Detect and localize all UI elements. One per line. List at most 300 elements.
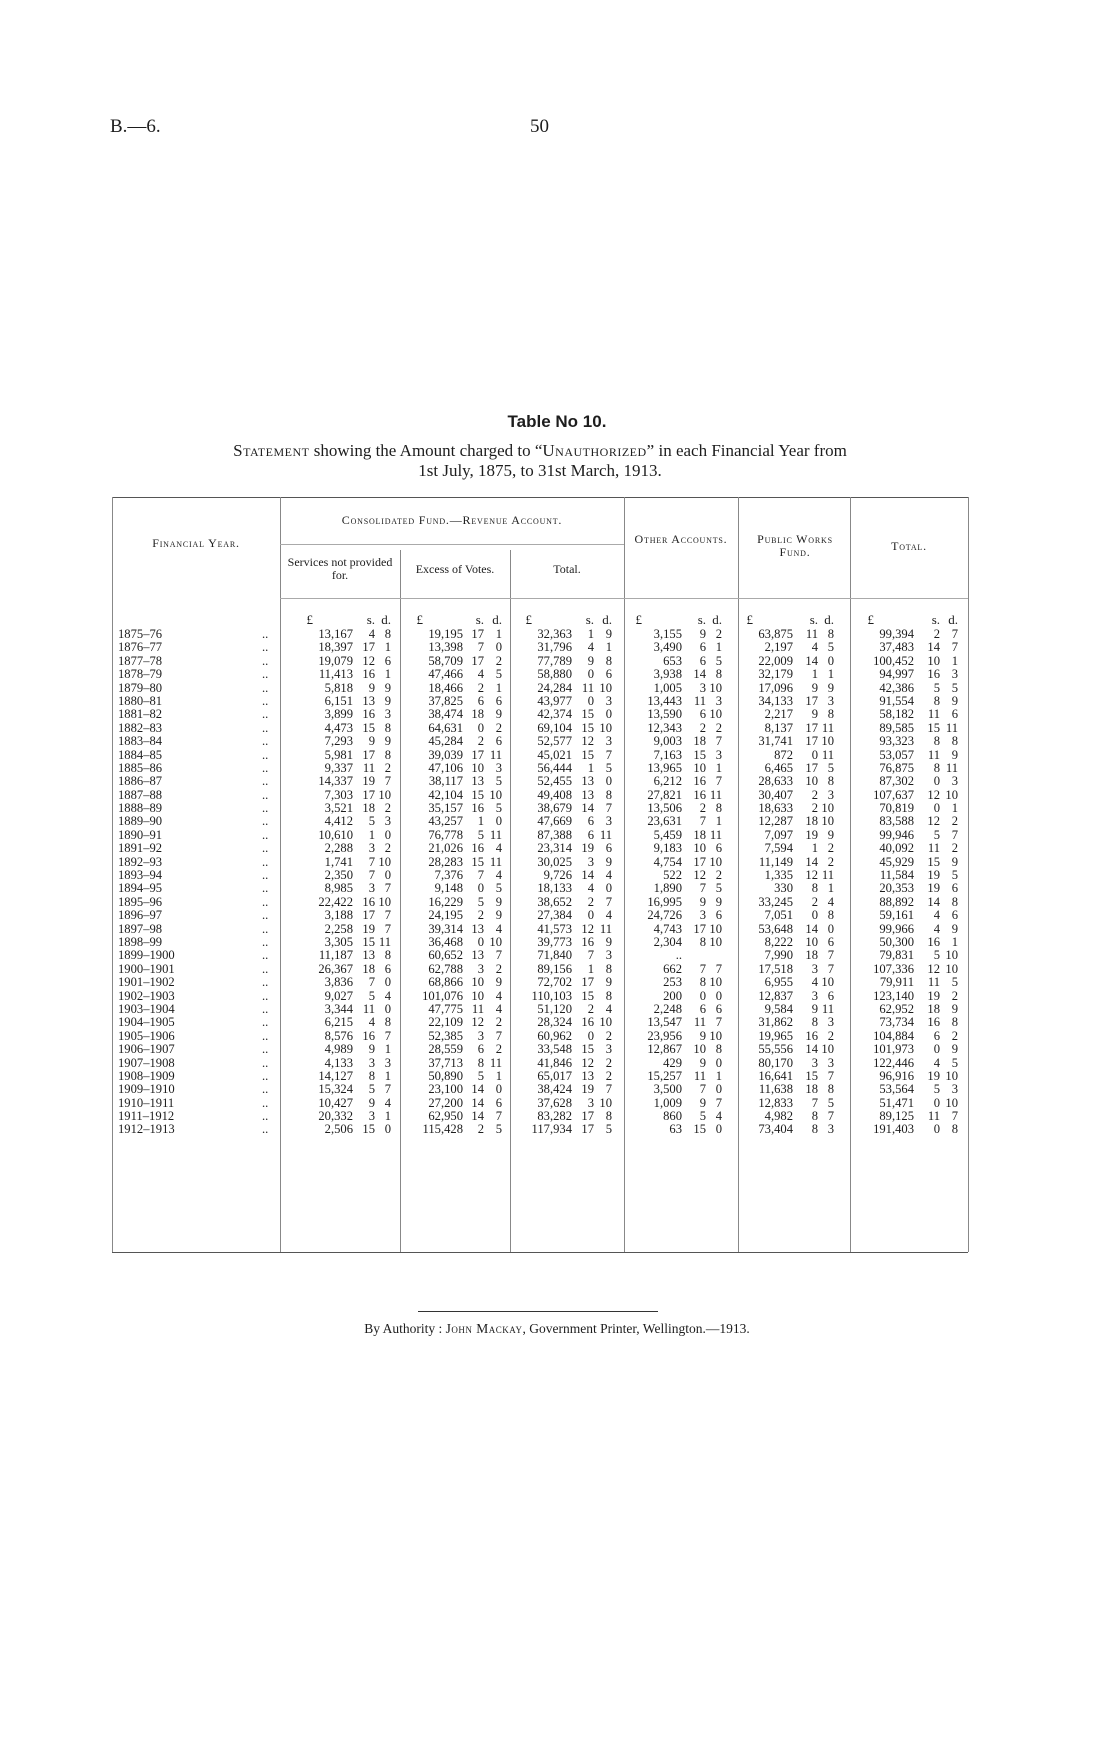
table-row bbox=[112, 1057, 968, 1070]
shillings-cell: 16 bbox=[581, 934, 594, 949]
pence-cell: 2 bbox=[715, 720, 722, 735]
financial-year-cell: 1910–1911 bbox=[118, 1095, 175, 1110]
pounds-cell: 73,404 bbox=[758, 1122, 793, 1137]
shillings-cell: 2 bbox=[699, 720, 706, 735]
shillings-cell: 4 bbox=[933, 908, 940, 923]
table-row bbox=[112, 735, 968, 748]
shillings-cell: 1 bbox=[587, 760, 594, 775]
shillings-cell: 7 bbox=[811, 1095, 818, 1110]
pence-cell: 2 bbox=[495, 1042, 502, 1057]
table-row bbox=[112, 936, 968, 949]
pence-cell: 0 bbox=[384, 975, 391, 990]
shillings-unit: s. bbox=[475, 612, 484, 627]
pounds-cell: 47,775 bbox=[428, 1001, 463, 1016]
table-row bbox=[112, 949, 968, 962]
shillings-cell: 15 bbox=[927, 720, 940, 735]
shillings-cell: 12 bbox=[471, 1015, 484, 1030]
shillings-cell: 12 bbox=[693, 868, 706, 883]
pence-cell: 0 bbox=[827, 653, 834, 668]
pence-cell: 10 bbox=[821, 1042, 834, 1057]
pence-cell: 7 bbox=[384, 921, 391, 936]
pounds-cell: 27,200 bbox=[428, 1095, 463, 1110]
pence-cell: 2 bbox=[951, 988, 958, 1003]
pence-cell: 5 bbox=[951, 680, 958, 695]
pence-cell: 4 bbox=[495, 988, 502, 1003]
pence-cell: 10 bbox=[821, 801, 834, 816]
pounds-cell: 63,875 bbox=[758, 627, 793, 641]
financial-year-cell: 1898–99 bbox=[118, 934, 163, 949]
pence-cell: 8 bbox=[951, 734, 958, 749]
pounds-cell: 51,120 bbox=[537, 1001, 572, 1016]
pence-cell: 5 bbox=[827, 760, 834, 775]
pence-cell: 8 bbox=[951, 1122, 958, 1137]
shillings-cell: 3 bbox=[368, 1109, 375, 1124]
shillings-cell: 15 bbox=[581, 707, 594, 722]
pounds-cell: 94,997 bbox=[879, 667, 914, 682]
pounds-cell: 16,229 bbox=[428, 894, 463, 909]
shillings-cell: 14 bbox=[471, 1095, 484, 1110]
shillings-cell: 13 bbox=[471, 921, 484, 936]
shillings-cell: 17 bbox=[581, 1122, 594, 1137]
pence-cell: 11 bbox=[709, 787, 722, 802]
shillings-cell: 14 bbox=[805, 1042, 818, 1057]
pounds-cell: 3,155 bbox=[653, 627, 682, 641]
pence-cell: 3 bbox=[951, 1082, 958, 1097]
pounds-cell: 2,350 bbox=[324, 868, 353, 883]
pounds-cell: 76,778 bbox=[428, 827, 463, 842]
pence-cell: 9 bbox=[827, 680, 834, 695]
pence-cell: 7 bbox=[384, 881, 391, 896]
pence-cell: 9 bbox=[495, 894, 502, 909]
shillings-cell: 3 bbox=[368, 881, 375, 896]
pence-cell: 10 bbox=[945, 948, 958, 963]
pounds-cell: 43,977 bbox=[537, 693, 572, 708]
shillings-cell: 10 bbox=[693, 760, 706, 775]
pence-cell: 3 bbox=[827, 693, 834, 708]
pence-cell: 3 bbox=[605, 948, 612, 963]
pence-cell: 9 bbox=[495, 908, 502, 923]
shillings-cell: 12 bbox=[927, 787, 940, 802]
pounds-cell: 3,490 bbox=[653, 640, 682, 655]
table-row bbox=[112, 963, 968, 976]
pounds-cell: 19,195 bbox=[428, 627, 463, 641]
statement-caption bbox=[110, 441, 970, 481]
pounds-cell: 53,648 bbox=[758, 921, 793, 936]
pence-cell: 6 bbox=[715, 908, 722, 923]
shillings-cell: 5 bbox=[933, 948, 940, 963]
pence-cell: 1 bbox=[495, 1068, 502, 1083]
pence-cell: 7 bbox=[715, 774, 722, 789]
shillings-cell: 3 bbox=[587, 1095, 594, 1110]
pence-cell: 9 bbox=[951, 693, 958, 708]
shillings-cell: 10 bbox=[805, 774, 818, 789]
pence-cell: 9 bbox=[605, 627, 612, 641]
pence-cell: 9 bbox=[495, 707, 502, 722]
financial-year-cell: 1892–93 bbox=[118, 854, 163, 869]
pound-sign: £ bbox=[416, 612, 423, 627]
pence-cell: 8 bbox=[715, 1042, 722, 1057]
leader-dots: .. bbox=[262, 908, 269, 923]
pence-cell: 5 bbox=[951, 1055, 958, 1070]
shillings-cell: 15 bbox=[362, 1122, 375, 1137]
shillings-cell: 6 bbox=[699, 707, 706, 722]
shillings-cell: 8 bbox=[811, 881, 818, 896]
table-bottom-rule bbox=[112, 1252, 968, 1253]
pounds-cell: 37,483 bbox=[879, 640, 914, 655]
shillings-cell: 2 bbox=[477, 908, 484, 923]
pence-cell: 9 bbox=[605, 975, 612, 990]
pounds-cell: 522 bbox=[663, 868, 682, 883]
leader-dots: .. bbox=[262, 827, 269, 842]
table-row bbox=[112, 896, 968, 909]
pence-cell: 2 bbox=[495, 653, 502, 668]
pence-cell: 10 bbox=[709, 1028, 722, 1043]
pounds-cell: 4,473 bbox=[324, 720, 353, 735]
financial-year-cell: 1912–1913 bbox=[118, 1122, 175, 1137]
shillings-cell: 14 bbox=[805, 854, 818, 869]
pounds-cell: 45,929 bbox=[879, 854, 914, 869]
shillings-cell: 17 bbox=[471, 747, 484, 762]
pence-cell: 9 bbox=[384, 680, 391, 695]
pence-cell: 4 bbox=[384, 988, 391, 1003]
pence-cell: 1 bbox=[384, 1068, 391, 1083]
shillings-unit: s. bbox=[697, 612, 706, 627]
shillings-cell: 6 bbox=[587, 827, 594, 842]
pounds-cell: 2,288 bbox=[324, 841, 353, 856]
pounds-cell: 28,633 bbox=[758, 774, 793, 789]
pounds-cell: 16,995 bbox=[647, 894, 682, 909]
leader-dots: .. bbox=[262, 667, 269, 682]
shillings-cell: 17 bbox=[362, 640, 375, 655]
pounds-cell: 83,282 bbox=[537, 1109, 572, 1124]
pounds-cell: 18,397 bbox=[318, 640, 353, 655]
shillings-cell: 15 bbox=[471, 787, 484, 802]
pounds-cell: 13,506 bbox=[647, 801, 682, 816]
page-reference: B.—6. bbox=[110, 116, 161, 137]
pounds-cell: 62,950 bbox=[428, 1109, 463, 1124]
shillings-cell: 7 bbox=[699, 1082, 706, 1097]
shillings-cell: 16 bbox=[362, 894, 375, 909]
pounds-cell: 3,899 bbox=[324, 707, 353, 722]
leader-dots: .. bbox=[262, 720, 269, 735]
table-row bbox=[112, 1070, 968, 1083]
shillings-cell: 4 bbox=[368, 1015, 375, 1030]
shillings-cell: 9 bbox=[811, 1001, 818, 1016]
leader-dots: .. bbox=[262, 868, 269, 883]
pence-cell: 0 bbox=[384, 868, 391, 883]
pounds-cell: 122,446 bbox=[873, 1055, 914, 1070]
pounds-cell: 17,518 bbox=[758, 961, 793, 976]
pounds-cell: 22,009 bbox=[758, 653, 793, 668]
pence-cell: 1 bbox=[715, 814, 722, 829]
shillings-cell: 16 bbox=[693, 774, 706, 789]
pence-cell: 7 bbox=[495, 1109, 502, 1124]
financial-year-cell: 1883–84 bbox=[118, 734, 163, 749]
shillings-cell: 9 bbox=[587, 653, 594, 668]
pence-cell: 5 bbox=[605, 1122, 612, 1137]
pounds-cell: 2,258 bbox=[324, 921, 353, 936]
pounds-cell: 62,788 bbox=[428, 961, 463, 976]
pounds-cell: 79,831 bbox=[879, 948, 914, 963]
pounds-cell: 83,588 bbox=[879, 814, 914, 829]
pounds-cell: 37,628 bbox=[537, 1095, 572, 1110]
pounds-cell: 12,837 bbox=[758, 988, 793, 1003]
shillings-cell: 9 bbox=[699, 1095, 706, 1110]
pence-cell: 8 bbox=[384, 747, 391, 762]
imprint-printer-rest: , Government Printer, Wellington.—1913. bbox=[522, 1321, 750, 1336]
pence-cell: 7 bbox=[715, 961, 722, 976]
pounds-cell: 56,444 bbox=[537, 760, 572, 775]
pounds-cell: 69,104 bbox=[537, 720, 572, 735]
pence-cell: 7 bbox=[384, 1082, 391, 1097]
pence-cell: 5 bbox=[495, 667, 502, 682]
pence-cell: 7 bbox=[827, 948, 834, 963]
financial-year-cell: 1902–1903 bbox=[118, 988, 175, 1003]
shillings-cell: 17 bbox=[362, 908, 375, 923]
pence-cell: 2 bbox=[384, 760, 391, 775]
header-excess-of-votes: Excess of Votes. bbox=[415, 562, 495, 576]
pounds-cell: 72,702 bbox=[537, 975, 572, 990]
financial-year-cell: 1908–1909 bbox=[118, 1068, 175, 1083]
pence-cell: 2 bbox=[827, 1028, 834, 1043]
pence-cell: 8 bbox=[827, 707, 834, 722]
table-row bbox=[112, 1083, 968, 1096]
pounds-cell: 8,137 bbox=[764, 720, 793, 735]
pounds-cell: 99,966 bbox=[879, 921, 914, 936]
shillings-cell: 17 bbox=[362, 747, 375, 762]
pounds-cell: 42,104 bbox=[428, 787, 463, 802]
pounds-cell: 7,990 bbox=[764, 948, 793, 963]
pounds-cell: 3,344 bbox=[324, 1001, 353, 1016]
table-right-rule bbox=[968, 497, 969, 1252]
pence-cell: 4 bbox=[605, 908, 612, 923]
table-body bbox=[112, 628, 968, 1137]
pence-cell: 4 bbox=[495, 868, 502, 883]
pence-cell: 8 bbox=[384, 1015, 391, 1030]
shillings-cell: 13 bbox=[471, 774, 484, 789]
leader-dots: .. bbox=[262, 1095, 269, 1110]
pounds-cell: 6,151 bbox=[324, 693, 353, 708]
pence-cell: 6 bbox=[715, 841, 722, 856]
shillings-cell: 4 bbox=[811, 640, 818, 655]
table-row bbox=[112, 1030, 968, 1043]
shillings-cell: 11 bbox=[693, 1015, 706, 1030]
pence-cell: 11 bbox=[821, 747, 834, 762]
pence-cell: 1 bbox=[715, 640, 722, 655]
leader-dots: .. bbox=[262, 801, 269, 816]
pounds-cell: 4,989 bbox=[324, 1042, 353, 1057]
shillings-cell: 8 bbox=[699, 975, 706, 990]
pence-cell: 7 bbox=[384, 774, 391, 789]
pounds-cell: 12,287 bbox=[758, 814, 793, 829]
pound-sign: £ bbox=[525, 612, 532, 627]
shillings-cell: 2 bbox=[477, 734, 484, 749]
shillings-cell: 14 bbox=[471, 1082, 484, 1097]
pence-cell: 10 bbox=[599, 720, 612, 735]
shillings-cell: 19 bbox=[927, 881, 940, 896]
shillings-cell: 16 bbox=[805, 1028, 818, 1043]
leader-dots: .. bbox=[262, 934, 269, 949]
pounds-cell: 18,633 bbox=[758, 801, 793, 816]
leader-dots: .. bbox=[262, 1015, 269, 1030]
pounds-cell: 31,741 bbox=[758, 734, 793, 749]
shillings-cell: 17 bbox=[581, 975, 594, 990]
pence-cell: 9 bbox=[605, 934, 612, 949]
financial-year-cell: 1884–85 bbox=[118, 747, 163, 762]
pence-cell: 8 bbox=[827, 908, 834, 923]
pence-cell: 4 bbox=[495, 1001, 502, 1016]
shillings-cell: 14 bbox=[581, 801, 594, 816]
table-row bbox=[112, 1016, 968, 1029]
shillings-cell: 14 bbox=[927, 640, 940, 655]
pounds-cell: 200 bbox=[663, 988, 682, 1003]
leader-dots: .. bbox=[262, 841, 269, 856]
pounds-cell: 9,584 bbox=[764, 1001, 793, 1016]
pence-cell: 1 bbox=[715, 1068, 722, 1083]
pounds-cell: 99,946 bbox=[879, 827, 914, 842]
imprint bbox=[0, 1321, 1114, 1337]
table-row bbox=[112, 762, 968, 775]
pence-unit: d. bbox=[712, 612, 722, 627]
shillings-cell: 9 bbox=[811, 707, 818, 722]
shillings-cell: 2 bbox=[587, 1001, 594, 1016]
pence-cell: 5 bbox=[495, 881, 502, 896]
pence-cell: 10 bbox=[709, 975, 722, 990]
financial-year-cell: 1887–88 bbox=[118, 787, 163, 802]
pence-cell: 0 bbox=[605, 707, 612, 722]
pounds-cell: 191,403 bbox=[873, 1122, 914, 1137]
pence-cell: 6 bbox=[951, 908, 958, 923]
pence-unit: d. bbox=[492, 612, 502, 627]
pence-cell: 5 bbox=[605, 760, 612, 775]
shillings-cell: 14 bbox=[805, 653, 818, 668]
pounds-cell: 7,303 bbox=[324, 787, 353, 802]
pence-cell: 2 bbox=[384, 801, 391, 816]
shillings-cell: 15 bbox=[693, 747, 706, 762]
shillings-cell: 17 bbox=[581, 1109, 594, 1124]
pounds-cell: 7,097 bbox=[764, 827, 793, 842]
pounds-cell: 23,100 bbox=[428, 1082, 463, 1097]
pence-cell: 11 bbox=[378, 934, 391, 949]
leader-dots: .. bbox=[262, 854, 269, 869]
pounds-cell: 37,825 bbox=[428, 693, 463, 708]
pence-cell: 11 bbox=[945, 760, 958, 775]
shillings-cell: 1 bbox=[587, 961, 594, 976]
pence-cell: 2 bbox=[495, 1015, 502, 1030]
pence-cell: 10 bbox=[821, 734, 834, 749]
pence-cell: 8 bbox=[605, 961, 612, 976]
pence-cell: 10 bbox=[489, 934, 502, 949]
shillings-cell: 2 bbox=[699, 801, 706, 816]
financial-year-cell: 1909–1910 bbox=[118, 1082, 175, 1097]
shillings-cell: 3 bbox=[477, 961, 484, 976]
financial-year-cell: 1885–86 bbox=[118, 760, 163, 775]
shillings-cell: 0 bbox=[477, 881, 484, 896]
shillings-cell: 15 bbox=[581, 1042, 594, 1057]
pence-cell: 0 bbox=[715, 988, 722, 1003]
pence-cell: 5 bbox=[827, 1095, 834, 1110]
shillings-cell: 0 bbox=[587, 693, 594, 708]
shillings-cell: 5 bbox=[477, 827, 484, 842]
pence-cell: 2 bbox=[951, 814, 958, 829]
pounds-cell: 13,167 bbox=[318, 627, 353, 641]
pounds-cell: 9,183 bbox=[653, 841, 682, 856]
shillings-cell: 13 bbox=[362, 948, 375, 963]
pounds-cell: 31,796 bbox=[537, 640, 572, 655]
pounds-cell: 11,638 bbox=[758, 1082, 793, 1097]
pence-cell: 11 bbox=[599, 827, 612, 842]
shillings-cell: 12 bbox=[581, 921, 594, 936]
pounds-cell: 47,106 bbox=[428, 760, 463, 775]
pence-cell: 6 bbox=[384, 961, 391, 976]
pence-cell: 3 bbox=[827, 1122, 834, 1137]
shillings-cell: 17 bbox=[805, 720, 818, 735]
pounds-cell: 28,559 bbox=[428, 1042, 463, 1057]
pounds-cell: 1,005 bbox=[653, 680, 682, 695]
pounds-cell: 52,385 bbox=[428, 1028, 463, 1043]
pence-cell: 10 bbox=[489, 787, 502, 802]
financial-year-cell: 1904–1905 bbox=[118, 1015, 175, 1030]
pounds-cell: 9,337 bbox=[324, 760, 353, 775]
pounds-cell: 16,641 bbox=[758, 1068, 793, 1083]
shillings-cell: 10 bbox=[805, 934, 818, 949]
leader-dots: .. bbox=[262, 747, 269, 762]
pence-cell: 1 bbox=[495, 627, 502, 641]
pounds-cell: 7,376 bbox=[434, 868, 463, 883]
pence-cell: 0 bbox=[495, 814, 502, 829]
pence-cell: 10 bbox=[945, 1068, 958, 1083]
shillings-cell: 0 bbox=[933, 1095, 940, 1110]
pounds-cell: 38,679 bbox=[537, 801, 572, 816]
pence-cell: 9 bbox=[951, 1042, 958, 1057]
shillings-cell: 14 bbox=[805, 921, 818, 936]
pounds-cell: 100,452 bbox=[873, 653, 914, 668]
pence-cell: 11 bbox=[709, 827, 722, 842]
leader-dots: .. bbox=[262, 1042, 269, 1057]
pounds-cell: 31,862 bbox=[758, 1015, 793, 1030]
shillings-cell: 0 bbox=[587, 908, 594, 923]
shillings-cell: 4 bbox=[587, 881, 594, 896]
shillings-cell: 0 bbox=[477, 720, 484, 735]
shillings-cell: 4 bbox=[933, 921, 940, 936]
group-header-rule bbox=[280, 544, 624, 545]
financial-year-cell: 1900–1901 bbox=[118, 961, 175, 976]
pounds-cell: 40,092 bbox=[879, 841, 914, 856]
shillings-cell: 7 bbox=[477, 868, 484, 883]
pounds-cell: 9,003 bbox=[653, 734, 682, 749]
pounds-cell: 11,584 bbox=[879, 868, 914, 883]
header-consolidated-fund: Consolidated Fund.—Revenue Account. bbox=[341, 513, 563, 527]
shillings-cell: 3 bbox=[811, 1055, 818, 1070]
pence-cell: 6 bbox=[605, 667, 612, 682]
financial-year-cell: 1879–80 bbox=[118, 680, 163, 695]
pence-cell: 3 bbox=[384, 814, 391, 829]
statement-keyword: Unauthorized bbox=[542, 441, 647, 460]
shillings-cell: 0 bbox=[587, 667, 594, 682]
shillings-cell: 8 bbox=[933, 693, 940, 708]
pence-cell: 6 bbox=[827, 934, 834, 949]
shillings-cell: 11 bbox=[805, 627, 818, 641]
pence-cell: 5 bbox=[495, 801, 502, 816]
pounds-cell: 27,384 bbox=[537, 908, 572, 923]
pounds-cell: 58,709 bbox=[428, 653, 463, 668]
pence-cell: 7 bbox=[384, 1028, 391, 1043]
pence-cell: 4 bbox=[605, 1001, 612, 1016]
header-public-works-fund: Public Works Fund. bbox=[757, 532, 833, 559]
pounds-cell: 13,965 bbox=[647, 760, 682, 775]
table-row bbox=[112, 789, 968, 802]
pounds-cell: 2,217 bbox=[764, 707, 793, 722]
